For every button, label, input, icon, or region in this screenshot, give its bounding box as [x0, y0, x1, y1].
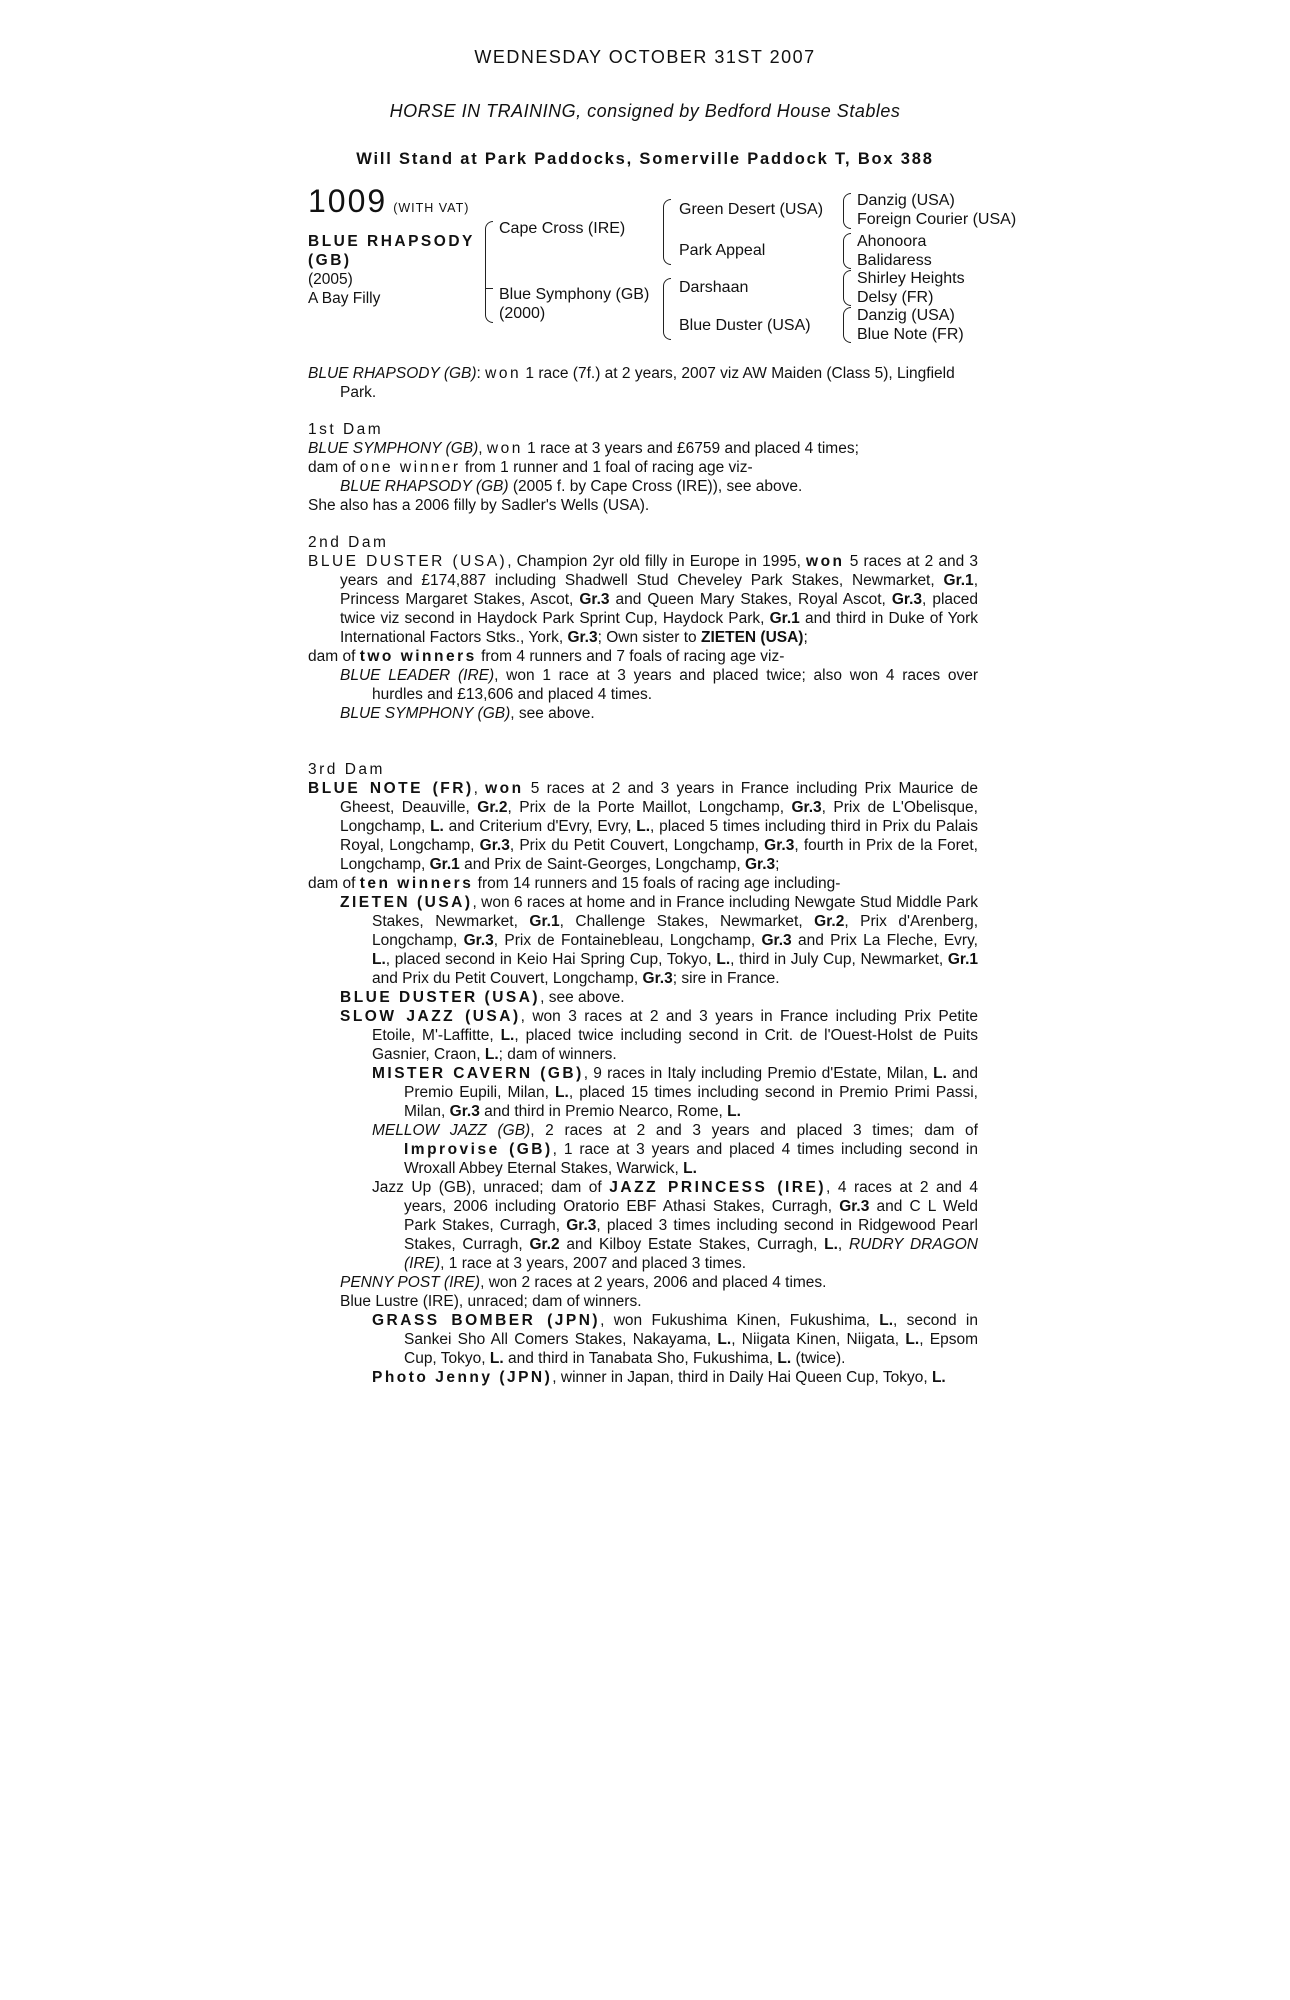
first-dam-also: She also has a 2006 filly by Sadler's Wells (USA).	[308, 497, 650, 514]
text-segment: , placed 3 times including second in Ridgewood Pearl Stakes, Curragh,	[404, 1217, 978, 1253]
pedigree-g1: Danzig (USA)	[857, 192, 955, 209]
progeny-text: , see above.	[510, 705, 595, 722]
grade-label: Gr.1	[947, 951, 979, 968]
text-segment: , placed 5 times including third in Prix du Palais Royal, Longchamp,	[340, 818, 979, 854]
grade-label: Gr.3	[463, 932, 494, 949]
text-segment: , Epsom Cup, Tokyo,	[404, 1331, 979, 1367]
pedigree-brace-mid	[485, 288, 493, 289]
first-dam-section	[308, 420, 978, 515]
progeny-name: JAZZ PRINCESS (IRE)	[609, 1179, 826, 1196]
first-dam-text: 1 race at 3 years and £6759 and placed 4 times;	[527, 440, 859, 457]
text-segment: , Prix du Petit Couvert, Longchamp,	[509, 837, 759, 854]
progeny-photo-jenny	[372, 1368, 978, 1387]
listed-label: L.	[372, 951, 386, 968]
sister-name: ZIETEN (USA)	[701, 629, 804, 646]
lot-number-line	[308, 183, 470, 219]
progeny-jazz-up	[372, 1178, 978, 1273]
grade-label: Gr.3	[791, 799, 822, 816]
vat-note: (WITH VAT)	[393, 201, 470, 215]
produce-summary: from 4 runners and 7 foals of racing age viz-	[481, 648, 785, 665]
listed-label: L.	[430, 818, 444, 835]
grade-label: Gr.3	[891, 591, 923, 608]
text-segment: ;	[803, 629, 808, 646]
text-segment: , see above.	[540, 989, 625, 1006]
grade-label: Gr.3	[567, 629, 598, 646]
text-segment: 5 races at 2 and 3 years in France including Prix Maurice de Gheest, Deauville,	[340, 780, 978, 816]
text-segment: and Queen Mary Stakes, Royal Ascot,	[615, 591, 886, 608]
second-dam-name: BLUE DUSTER (USA)	[308, 553, 508, 570]
pedigree-g8: Blue Note (FR)	[857, 326, 964, 343]
pedigree-g5: Shirley Heights	[857, 270, 965, 287]
progeny-text: , won 1 race at 3 years and placed twice; also won 4 races over hurdles and £13,606 and placed 4 times.	[372, 667, 978, 703]
progeny-name: RUDRY DRAGON (IRE)	[404, 1236, 978, 1272]
text-segment: Jazz Up (GB), unraced; dam of	[372, 1179, 602, 1196]
progeny-text: (2005 f. by Cape Cross (IRE)), see above.	[512, 478, 803, 495]
won-label: won	[485, 780, 524, 797]
grade-label: Gr.2	[477, 799, 508, 816]
text-segment: and Prix du Petit Couvert, Longchamp,	[372, 970, 639, 987]
grade-label: Gr.3	[449, 1103, 480, 1120]
first-dam-won: won	[486, 440, 523, 457]
listed-label: L.	[933, 1065, 947, 1082]
text-segment: ; Own sister to	[597, 629, 697, 646]
pedigree-sire-dam: Park Appeal	[679, 242, 766, 259]
progeny-name: SLOW JAZZ (USA)	[340, 1008, 521, 1025]
won-label: won	[806, 553, 845, 570]
pedigree-g2: Foreign Courier (USA)	[857, 211, 1017, 228]
second-dam-record	[308, 552, 978, 647]
pedigree-g6: Delsy (FR)	[857, 289, 934, 306]
pedigree-sire: Cape Cross (IRE)	[499, 220, 626, 237]
consignment-line: HORSE IN TRAINING, consigned by Bedford House Stables	[389, 101, 901, 121]
pedigree-brace-sire	[485, 221, 493, 323]
pedigree-brace-g3	[843, 270, 851, 306]
progeny-slow-jazz	[340, 1007, 978, 1064]
text-segment: (twice).	[795, 1350, 846, 1367]
text-segment: ,	[837, 1236, 843, 1253]
listed-label: L.	[636, 818, 651, 835]
progeny-name: Photo Jenny (JPN)	[372, 1369, 553, 1386]
pedigree-dam-year: (2000)	[499, 305, 546, 322]
text-segment: , placed second in Keio Hai Spring Cup, Tokyo,	[385, 951, 712, 968]
stand-location: Will Stand at Park Paddocks, Somerville Paddock T, Box 388	[356, 150, 934, 168]
text-segment: , fourth in Prix de la Foret, Longchamp,	[340, 837, 978, 873]
text-segment: , 4 races at 2 and 4 years, 2006 including Oratorio EBF Athasi Stakes, Curragh,	[404, 1179, 979, 1215]
progeny-name: BLUE DUSTER (USA)	[340, 989, 541, 1006]
listed-label: L.	[879, 1312, 894, 1329]
text-segment: , placed 15 times including second in Premio Primi Passi, Milan,	[404, 1084, 978, 1120]
winners-count: one winner	[359, 459, 461, 476]
progeny-name: BLUE RHAPSODY (GB)	[340, 478, 509, 495]
text-segment: , Prix de L'Obelisque, Longchamp,	[340, 799, 978, 835]
grade-label: Gr.3	[642, 970, 673, 987]
grade-label: Gr.3	[566, 1217, 597, 1234]
text-segment: , 2 races at 2 and 3 years and placed 3 times; dam of	[530, 1122, 978, 1139]
horse-identity	[308, 232, 475, 308]
text-segment: , Challenge Stakes, Newmarket,	[559, 913, 803, 930]
grade-label: Gr.1	[529, 913, 560, 930]
progeny-penny-post	[340, 1273, 978, 1292]
horse-origin: (GB)	[308, 252, 352, 269]
text-segment: , won 2 races at 2 years, 2006 and placed 4 times.	[480, 1274, 827, 1291]
winners-count: two winners	[359, 648, 477, 665]
progeny-grass-bomber	[372, 1311, 978, 1368]
third-dam-section	[308, 760, 978, 1387]
third-dam-heading: 3rd Dam	[308, 761, 385, 778]
listed-label: L.	[484, 1046, 499, 1063]
listed-label: L.	[489, 1350, 504, 1367]
first-dam-produce-line	[308, 458, 978, 477]
progeny-blue-duster	[340, 988, 978, 1007]
listed-label: L.	[500, 1027, 515, 1044]
progeny-name: PENNY POST (IRE)	[340, 1274, 481, 1291]
listed-label: L.	[777, 1350, 792, 1367]
progeny-name: GRASS BOMBER (JPN)	[372, 1312, 601, 1329]
progeny-mister-cavern	[372, 1064, 978, 1121]
foaling-year: (2005)	[308, 271, 353, 288]
text-segment: , Princess Margaret Stakes, Ascot,	[340, 572, 978, 608]
second-dam-progeny-1	[340, 666, 978, 704]
second-dam-section	[308, 533, 978, 723]
progeny-name: BLUE LEADER (IRE)	[340, 667, 495, 684]
text-segment: , second in Sankei Sho All Comers Stakes, Nakayama,	[404, 1312, 978, 1348]
grade-label: Gr.3	[579, 591, 610, 608]
dam-of-label: dam of	[308, 459, 356, 476]
text-segment: and Kilboy Estate Stakes, Curragh,	[566, 1236, 818, 1253]
pedigree-brace-g2	[843, 233, 851, 269]
pedigree-brace-g4	[843, 307, 851, 343]
summary-horse-name: BLUE RHAPSODY (GB)	[308, 365, 477, 382]
sale-date: WEDNESDAY OCTOBER 31ST 2007	[474, 47, 816, 67]
text-segment: ;	[775, 856, 780, 873]
grade-label: Gr.3	[745, 856, 776, 873]
listed-label: L.	[727, 1103, 741, 1120]
first-dam-name: BLUE SYMPHONY (GB)	[308, 440, 479, 457]
grade-label: Gr.3	[764, 837, 795, 854]
listed-label: L.	[717, 1331, 732, 1348]
progeny-mellow-jazz	[372, 1121, 978, 1178]
produce-summary: from 1 runner and 1 foal of racing age viz-	[464, 459, 753, 476]
dam-of-label: dam of	[308, 648, 356, 665]
grade-label: Gr.3	[761, 932, 792, 949]
pedigree-sire-sire: Green Desert (USA)	[679, 201, 824, 218]
text-segment: 5 races at 2 and 3 years and £174,887 including Shadwell Stud Cheveley Park Stakes, Newmarket,	[340, 553, 978, 589]
progeny-name: BLUE SYMPHONY (GB)	[340, 705, 511, 722]
pedigree-brace-dam-line	[663, 278, 671, 340]
listed-label: L.	[931, 1369, 946, 1386]
pedigree-g4: Balidaress	[857, 252, 932, 269]
text-segment: and third in Premio Nearco, Rome,	[484, 1103, 723, 1120]
first-dam-progeny	[340, 477, 978, 496]
grade-label: Gr.2	[529, 1236, 560, 1253]
summary-won: won	[485, 365, 522, 382]
text-segment: and Criterium d'Evry, Evry,	[448, 818, 632, 835]
produce-summary: from 14 runners and 15 foals of racing age including-	[477, 875, 841, 892]
pedigree-brace-g1	[843, 193, 851, 229]
second-dam-produce-line	[308, 647, 978, 666]
listed-label: L.	[555, 1084, 569, 1101]
progeny-name: MELLOW JAZZ (GB)	[372, 1122, 531, 1139]
text-segment: , placed twice viz second in Haydock Park Sprint Cup, Haydock Park,	[340, 591, 979, 627]
text-segment: , Niigata Kinen, Niigata,	[731, 1331, 900, 1348]
progeny-zieten	[340, 893, 978, 988]
text-segment: , third in July Cup, Newmarket,	[730, 951, 944, 968]
progeny-name: Improvise (GB)	[404, 1141, 553, 1158]
text-segment: , Prix de Fontainebleau, Longchamp,	[493, 932, 756, 949]
text-segment: ; sire in France.	[672, 970, 780, 987]
text-segment: , won 3 races at 2 and 3 years in France including Prix Petite Etoile, M'-Laffitte,	[372, 1008, 979, 1044]
third-dam-produce-line	[308, 874, 978, 893]
grade-label: Gr.1	[429, 856, 460, 873]
text-segment: , Champion 2yr old filly in Europe in 1995,	[507, 553, 801, 570]
summary-text: 1 race (7f.) at 2 years, 2007 viz AW Maiden (Class 5), Lingfield Park.	[340, 365, 955, 401]
text-segment: ; dam of winners.	[498, 1046, 617, 1063]
text-segment: and Premio Eupili, Milan,	[404, 1065, 979, 1101]
text-segment: and third in Duke of York International Factors Stks., York,	[340, 610, 979, 646]
winners-count: ten winners	[359, 875, 474, 892]
race-summary	[308, 364, 978, 402]
pedigree-g3: Ahonoora	[857, 233, 927, 250]
text-segment: , Prix de la Porte Maillot, Longchamp,	[507, 799, 785, 816]
text-segment: , placed twice including second in Crit. de l'Ouest-Holst de Puits Gasnier, Craon,	[372, 1027, 978, 1063]
grade-label: Gr.3	[839, 1198, 870, 1215]
listed-label: L.	[716, 951, 731, 968]
first-dam-heading: 1st Dam	[308, 421, 384, 438]
text-segment: , 9 races in Italy including Premio d'Estate, Milan,	[583, 1065, 928, 1082]
text-segment: , won 6 races at home and in France including Newgate Stud Middle Park Stakes, Newmarket,	[372, 894, 978, 930]
listed-label: L.	[683, 1160, 697, 1177]
pedigree-dam: Blue Symphony (GB)	[499, 286, 650, 303]
lot-number: 1009	[308, 183, 388, 219]
grade-label: Gr.3	[479, 837, 510, 854]
text-segment: and C L Weld Park Stakes, Curragh,	[404, 1198, 978, 1234]
grade-label: Gr.1	[943, 572, 974, 589]
horse-description: A Bay Filly	[308, 290, 381, 307]
horse-name: BLUE RHAPSODY	[308, 233, 475, 250]
pedigree-dam-sire: Darshaan	[679, 279, 749, 296]
progeny-blue-lustre: Blue Lustre (IRE), unraced; dam of winners.	[340, 1293, 642, 1310]
third-dam-name: BLUE NOTE (FR)	[308, 780, 474, 797]
grade-label: Gr.1	[769, 610, 800, 627]
text-segment: , Prix d'Arenberg, Longchamp,	[372, 913, 979, 949]
text-segment: and Prix La Fleche, Evry,	[797, 932, 978, 949]
first-dam-record: BLUE SYMPHONY (GB), won 1 race at 3 years and £6759 and placed 4 times;	[308, 440, 859, 457]
text-segment: , won Fukushima Kinen, Fukushima,	[600, 1312, 870, 1329]
dam-of-label: dam of	[308, 875, 356, 892]
pedigree-g7: Danzig (USA)	[857, 307, 955, 324]
listed-label: L.	[824, 1236, 838, 1253]
text-segment: and Prix de Saint-Georges, Longchamp,	[464, 856, 741, 873]
text-segment: and third in Tanabata Sho, Fukushima,	[507, 1350, 774, 1367]
progeny-name: MISTER CAVERN (GB)	[372, 1065, 584, 1082]
progeny-name: ZIETEN (USA)	[340, 894, 473, 911]
grade-label: Gr.2	[814, 913, 845, 930]
summary-paragraph: BLUE RHAPSODY (GB): won 1 race (7f.) at 2 years, 2007 viz AW Maiden (Class 5), Lingfield Park.	[308, 365, 955, 401]
second-dam-progeny-2	[340, 704, 978, 723]
third-dam-record: BLUE NOTE (FR), won 5 races at 2 and 3 years in France including Prix Maurice de Gheest, Deauville, Gr.2, Prix de la Porte Maillot, Longchamp, Gr.3, Prix de L'Obelisque, Longchamp, L. and Criterium d'Evry, Evry, L., placed 5 times including third in Prix du Palais Royal, Longchamp, Gr.3, Prix du Petit Couvert, Longchamp, Gr.3, fourth in Prix de la Foret, Longchamp, Gr.1 and Prix de Saint-Georges, Longchamp, Gr.3;	[308, 780, 979, 873]
pedigree-brace-sire-line	[663, 199, 671, 265]
text-segment: , winner in Japan, third in Daily Hai Queen Cup, Tokyo,	[552, 1369, 928, 1386]
pedigree-dam-dam: Blue Duster (USA)	[679, 317, 811, 334]
text-segment: , 1 race at 3 years, 2007 and placed 3 times.	[440, 1255, 747, 1272]
second-dam-heading: 2nd Dam	[308, 534, 389, 551]
listed-label: L.	[905, 1331, 920, 1348]
text-segment: , 1 race at 3 years and placed 4 times including second in Wroxall Abbey Eternal Stakes, Warwick,	[404, 1141, 979, 1177]
